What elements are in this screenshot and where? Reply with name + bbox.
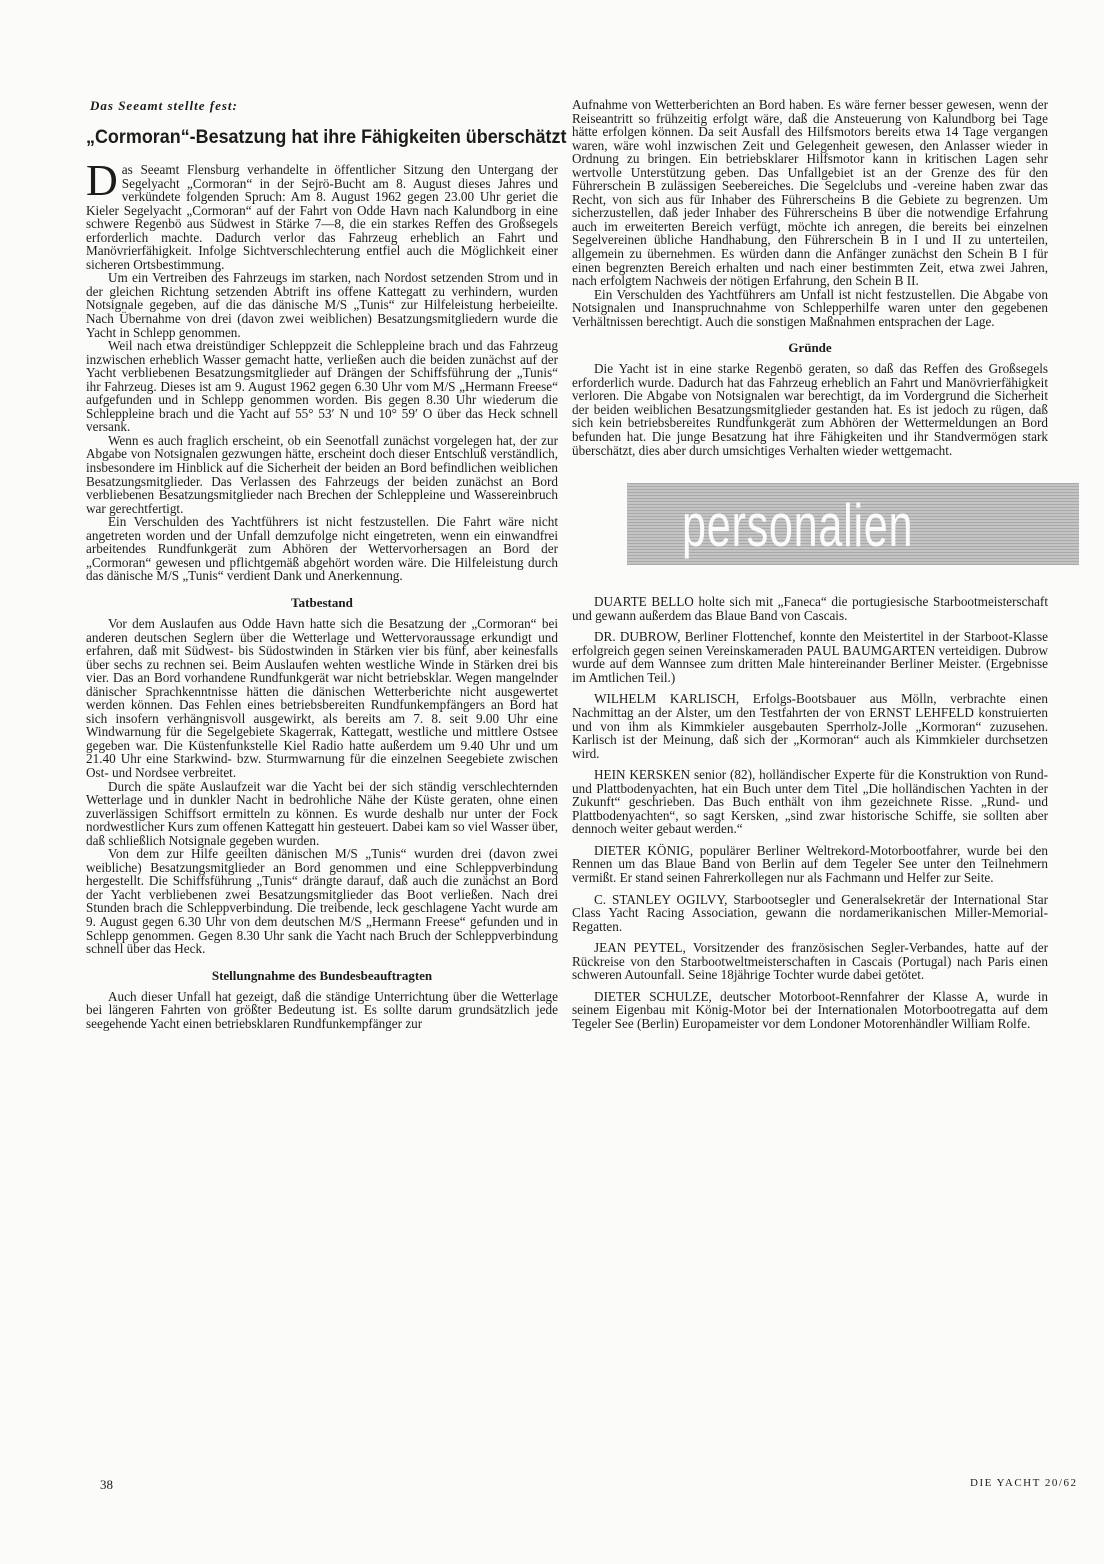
personalien-banner — [627, 483, 1079, 565]
personalien-entry: DIETER SCHULZE, deutscher Motorboot-Rennfahrer der Klasse A, wurde in seinem Eigenbau mit König-Motor bei der Internationalen Motorbootregatta auf dem Tegeler See (Berlin) Europameister vor dem Londoner Motorenhändler William Rolfe. — [572, 988, 1048, 1031]
article-paragraph: Um ein Vertreiben des Fahrzeugs im starken, nach Nordost setzenden Strom und in der gleichen Richtung setzenden Abtrift ins offene Kattegatt zu verhindern, wurden Notsignale gegeben, auf die das dänische M/S „Tunis“ zur Hilfeleistung herbeieilte. Nach Übernahme von drei (davon zwei weiblichen) Besatzungsmitgliedern wurde die Yacht in Schlepp genommen. — [86, 270, 558, 340]
personalien-entry: JEAN PEYTEL, Vorsitzender des französischen Segler-Verbandes, hatte auf der Rückreise von den Starbootweltmeisterschaften in Cascais (Portugal) nach Paris einen schweren Autounfall. Seine 18jährige Tochter wurde dabei getötet. — [572, 940, 1048, 983]
article-paragraph: Ein Verschulden des Yachtführers ist nicht festzustellen. Die Fahrt wäre nicht angetreten worden und der Unfall demzufolge nicht eingetreten, wenn ein einwandfrei arbeitendes Rundfunkgerät zum Abhören der Wettervorhersagen an Bord der „Cormoran“ gewesen und pflichtgemäß abgehört worden wäre. Die Hilfeleistung durch das dänische M/S „Tunis“ verdient Dank und Anerkennung. — [86, 514, 558, 584]
stellungnahme-paragraph-2: Ein Verschulden des Yachtführers am Unfall ist nicht festzustellen. Die Abgabe von Notsignalen und Inanspruchnahme von Schlepperhilfe waren unter den gegebenen Verhältnissen berechtigt. Auch die sonstigen Maßnahmen entsprachen der Lage. — [572, 286, 1048, 329]
article-paragraph: Wenn es auch fraglich erscheint, ob ein Seenotfall zunächst vorgelegen hat, der zur Abgabe von Notsignalen gezwungen hätte, erscheint doch dieser Entschluß verständlich, insbesondere im Hinblick auf die Sicherheit der beiden an Bord befindlichen weiblichen Besatzungsmitglieder. Das Verlassen des Fahrzeugs der beiden zunächst an Bord verbliebenen Besatzungsmitglieder nach Brechen der Schleppleine und Wassereinbruch war gerechtfertigt. — [86, 432, 558, 516]
left-column — [86, 98, 567, 1031]
intro-paragraph — [86, 156, 558, 272]
personalien-entry: DR. DUBROW, Berliner Flottenchef, konnte den Meistertitel in der Starboot-Klasse erfolgreich gegen seinen Vereinskameraden PAUL BAUMGARTEN verteidigen. Dubrow wurde auf dem Wannsee zum dritten Male hintereinander Berliner Meister. (Ergebnisse im Amtlichen Teil.) — [572, 629, 1048, 685]
tatbestand-paragraph: Von dem zur Hilfe geeilten dänischen M/S „Tunis“ wurden drei (davon zwei weibliche) Besatzungsmitglieder an Bord genommen und eine Schleppverbindung hergestellt. Die Schiffsführung „Tunis“ drängte darauf, daß auch die zunächst an Bord der Yacht verbliebenen zwei Besatzungsmitglieder das Boot verließen. Nach drei Stunden brach die Schleppverbindung. Die treibende, leck geschlagene Yacht wurde am 9. August gegen 6.30 Uhr von dem deutschen M/S „Hermann Freese“ gefunden und in Schlepp genommen. Gegen 8.30 Uhr sank die Yacht nach Bruch der Schleppverbindung schnell über das Heck. — [86, 846, 558, 957]
personalien-entry: C. STANLEY OGILVY, Starbootsegler und Generalsekretär der International Star Class Yacht Racing Association, gewann die nordamerikanischen Miller-Memorial-Regatten. — [572, 891, 1048, 934]
personalien-banner-text: personalien — [682, 492, 914, 560]
drop-cap: D — [86, 156, 118, 205]
personalien-entry: WILHELM KARLISCH, Erfolgs-Bootsbauer aus Mölln, verbrachte einen Nachmittag an der Alster, um den Testfahrten der von ERNST LEHFELD konstruierten und von ihm als Kimmkieler ausgebauten Sperrholz-Jolle „Kormoran“ zuzusehen. Karlisch ist der Meinung, daß sich der „Kormoran“ auch als Kimmkieler durchsetzen wird. — [572, 691, 1048, 761]
personalien-entry: DUARTE BELLO holte sich mit „Faneca“ die portugiesische Starbootmeisterschaft und gewann außerdem das Blaue Band von Cascais. — [572, 594, 1048, 623]
stellungnahme-paragraph-start: Auch dieser Unfall hat gezeigt, daß die ständige Unterrichtung über die Wetterlage bei längeren Fahrten von größter Bedeutung ist. Es sollte darum grundsätzlich jede seegehende Yacht einen betriebsklaren Rundfunkempfänger zur — [86, 988, 558, 1031]
section-heading-tatbestand: Tatbestand — [291, 594, 353, 610]
section-heading-stellungnahme: Stellungnahme des Bundesbeauftragten — [211, 967, 433, 983]
stellungnahme-paragraph-continued: Aufnahme von Wetterberichten an Bord haben. Es wäre ferner besser gewesen, wenn der Reiseantritt so frühzeitig erfolgt wäre, daß die Ansteuerung von Kalundborg bei Tage hätte erfolgen können. Da seit Ausfall des Hilfsmotors bereits etwa 14 Tage vergangen waren, wäre wohl inzwischen Zeit und Gelegenheit gewesen, den Anlasser wieder in Ordnung zu bringen. Ein betriebsklarer Hilfsmotor kann in kritischen Lagen sehr wertvolle Unterstützung geben. Das Unfallgebiet ist an der Grenze des für den Führerschein B zulässigen Seebereiches. Die Segelclubs und -vereine haben zwar das Recht, von sich aus für Inhaber des Führerscheins B die Gebiete zu begrenzen. Um sicherzustellen, daß jeder Inhaber des Führerscheins B über die notwendige Erfahrung auch im erweiterten Bereich verfügt, möchte ich anregen, die bereits bei einzelnen Segelvereinen übliche Handhabung, den Führerschein B in I und II zu unterteilen, allgemein zu übernehmen. Es würden dann die Anfänger zunächst den Schein B I für einen begrenzten Bereich erhalten und nach einer bestimmten Zeit, etwa zwei Jahren, nach erfolgtem Nachweis der nötigen Erfahrung, den Schein B II. — [572, 97, 1048, 289]
personalien-entry: DIETER KÖNIG, populärer Berliner Weltrekord-Motorbootfahrer, wurde bei den Rennen um das Blaue Band von Berlin auf dem Tegeler See unter den Teilnehmern vermißt. Er stand seinen Fahrerkollegen nur als Fachmann und Helfer zur Seite. — [572, 842, 1048, 885]
article-kicker: Das Seeamt stellte fest: — [90, 98, 238, 113]
article-paragraph: Weil nach etwa dreistündiger Schleppzeit die Schleppleine brach und das Fahrzeug inzwischen erheblich Wasser gemacht hatte, verließen auch die beiden zunächst auf der Yacht verbliebenen Besatzungsmitglieder auf Drängen der Schiffsführung der „Tunis“ ihr Fahrzeug. Dieses ist am 9. August 1962 gegen 6.30 Uhr vom M/S „Hermann Freese“ aufgefunden und in Schlepp genommen worden. Bis gegen 8.30 Uhr wiederum die Schleppleine brach und die Yacht auf 55° 53′ N und 10° 59′ O über das Heck schnell versank. — [86, 338, 558, 435]
section-heading-gruende: Gründe — [788, 340, 832, 356]
tatbestand-paragraph: Vor dem Auslaufen aus Odde Havn hatte sich die Besatzung der „Cormoran“ bei anderen deutschen Seglern über die Wetterlage und Wettervoraussage erkundigt und erfahren, daß mit Südwest- bis Südostwinden in Stärken vier bis fünf, aber keinesfalls über sechs zu rechnen sei. Beim Auslaufen wehten westliche Winde in Stärken drei bis vier. Das an Bord vorhandene Rundfunkgerät war nicht betriebsklar. Wegen mangelnder dänischer Sprachkenntnisse hätten die dänischen Wetterberichte nicht ausgewertet werden können. Das Fehlen eines betriebsbereiten Rundfunkempfängers an Bord hat sich insofern verhängnisvoll ausgewirkt, als bereits am 7. 8. seit 9.00 Uhr eine Windwarnung für die Segelgebiete Skagerrak, Kattegatt, westliche und mittlere Ostsee gegeben war. Die Küstenfunkstelle Kiel Radio hatte außerdem um 9.40 Uhr und um 21.40 Uhr eine Starkwind- bzw. Sturmwarnung für die einzelnen Seegebiete zwischen Ost- und Nordsee verbreitet. — [86, 615, 558, 780]
article-headline: „Cormoran“-Besatzung hat ihre Fähigkeiten überschätzt — [86, 126, 567, 148]
tatbestand-paragraph: Durch die späte Auslaufzeit war die Yacht bei der sich ständig verschlechternden Wetterlage und in dunkler Nacht in bedrohliche Nähe der Küste geraten, ohne einen zuverlässigen Schiffsort ermitteln zu können. Es wurde deshalb nur unter der Fock nordwestlicher Kurs zum offenen Kattegatt hin gesteuert. Dabei kam so viel Wasser über, daß schließlich Notsignale gegeben wurden. — [86, 778, 558, 848]
intro-text: as Seeamt Flensburg verhandelte in öffentlicher Sitzung den Untergang der Segelyacht „Cormoran“ in der Sejrö-Bucht am 8. August dieses Jahres und verkündete folgenden Spruch: Am 8. August 1962 gegen 23.00 Uhr geriet die Kieler Segelyacht „Cormoran“ auf der Fahrt von Odde Havn nach Kalundborg in eine schwere Regenbö aus Südwest in Stärke 7—8, die ein starkes Reffen des Großsegels erforderlich machte. Dadurch verlor das Fahrzeug erheblich an Fahrt und Manövrierfähigkeit. Infolge Sichtverschlechterung entfiel auch die Möglichkeit einer sicheren Ortsbestimmung. — [86, 162, 558, 272]
personalien-entry: HEIN KERSKEN senior (82), holländischer Experte für die Konstruktion von Rund- und Plattbodenyachten, hat ein Buch unter dem Titel „Die holländischen Yachten in der Zukunft“ geschrieben. Das Buch enthält von ihm gezeichnete Risse. „Rund- und Plattbodenyachten“, so sagt Kersken, „sind zwar historische Schiffe, sie sollten aber dennoch weiter gebaut werden.“ — [572, 767, 1048, 837]
right-column — [572, 98, 1048, 1038]
page-number: 38 — [100, 1477, 113, 1492]
gruende-paragraph: Die Yacht ist in eine starke Regenbö geraten, so daß das Reffen des Großsegels erforderlich wurde. Dadurch hat das Fahrzeug erheblich an Fahrt und Manövrierfähigkeit verloren. Die Abgabe von Notsignalen war berechtigt, da im Vordergrund die Sicherheit der beiden weiblichen Besatzungsmitglieder gestanden hat. Es ist jedoch zu rügen, daß sich kein betriebsbereites Rundfunkgerät zum Abhören der Wettermeldungen an Bord befunden hat. Die junge Besatzung hat ihre Fähigkeiten und ihr Standvermögen stark überschätzt, dies aber durch umsichtiges Verhalten wieder wettgemacht. — [572, 361, 1048, 458]
issue-label: DIE YACHT 20/62 — [970, 1477, 1078, 1489]
